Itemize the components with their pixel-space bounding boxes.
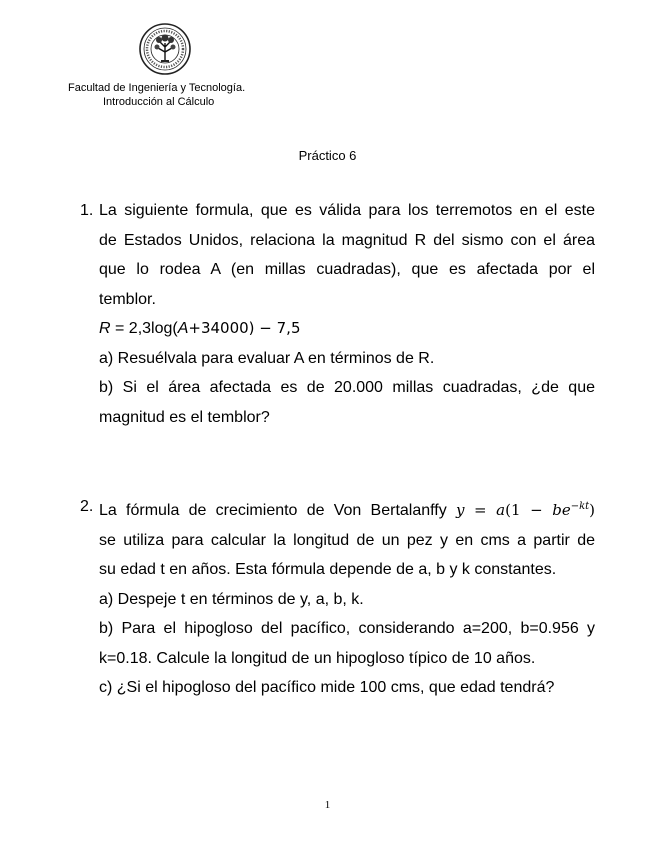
- magnitude-equation: [99, 314, 595, 344]
- equation-part: = 2,3log(: [110, 320, 178, 337]
- part-b-cont: magnitud es el temblor?: [99, 408, 270, 426]
- part-a: a) Despeje t en términos de y, a, b, k.: [99, 590, 364, 608]
- formula-exponent: −kt: [570, 501, 590, 512]
- formula-part: a: [496, 501, 506, 519]
- part-b-cont: k=0.18. Calcule la longitud de un hipogloso típico de 10 años.: [99, 649, 536, 667]
- problem-text-line: de Estados Unidos, relaciona la magnitud R del sismo con el área: [99, 231, 595, 249]
- bertalanffy-formula: [456, 501, 595, 519]
- problem-text-line: su edad t en años. Esta fórmula depende de a, b y k constantes.: [99, 561, 557, 578]
- problem-text-line: [99, 492, 595, 526]
- university-seal-icon: [139, 23, 191, 75]
- problem-2: [80, 492, 595, 703]
- problem-text-line: que lo rodea A (en millas cuadradas), que es afectada por el: [99, 261, 595, 278]
- problem-text-line: se utiliza para calcular la longitud de un pez y en cms a partir de: [99, 531, 595, 549]
- formula-part: (1 −: [505, 501, 553, 519]
- problem-number: 2.: [80, 498, 94, 515]
- institution-name: Facultad de Ingeniería y Tecnología.: [68, 82, 246, 94]
- equation-part: +34000) − 7,5: [188, 319, 301, 337]
- formula-part: be: [552, 501, 571, 519]
- page-number: 1: [324, 799, 331, 811]
- formula-part: =: [464, 501, 497, 519]
- equation-var-a: A: [177, 320, 189, 337]
- part-a: a) Resuélvala para evaluar A en términos de R.: [99, 349, 435, 367]
- part-b: b) Si el área afectada es de 20.000 millas cuadradas, ¿de que: [99, 379, 595, 396]
- problem-text: La fórmula de crecimiento de Von Bertalanffy: [99, 502, 447, 519]
- problem-text-line: temblor.: [99, 290, 156, 308]
- equation-var-r: R: [99, 320, 111, 337]
- course-name: Introducción al Cálculo: [103, 96, 215, 108]
- formula-part: y: [456, 501, 465, 519]
- page-title: Práctico 6: [298, 148, 357, 163]
- problem-1: [80, 196, 595, 432]
- formula-part: ): [589, 501, 596, 519]
- problem-text-line: La siguiente formula, que es válida para los terremotos en el este: [99, 202, 595, 219]
- part-c: c) ¿Si el hipogloso del pacífico mide 100 cms, que edad tendrá?: [99, 679, 555, 696]
- part-b: b) Para el hipogloso del pacífico, considerando a=200, b=0.956 y: [99, 620, 595, 637]
- problem-number: 1.: [80, 202, 94, 219]
